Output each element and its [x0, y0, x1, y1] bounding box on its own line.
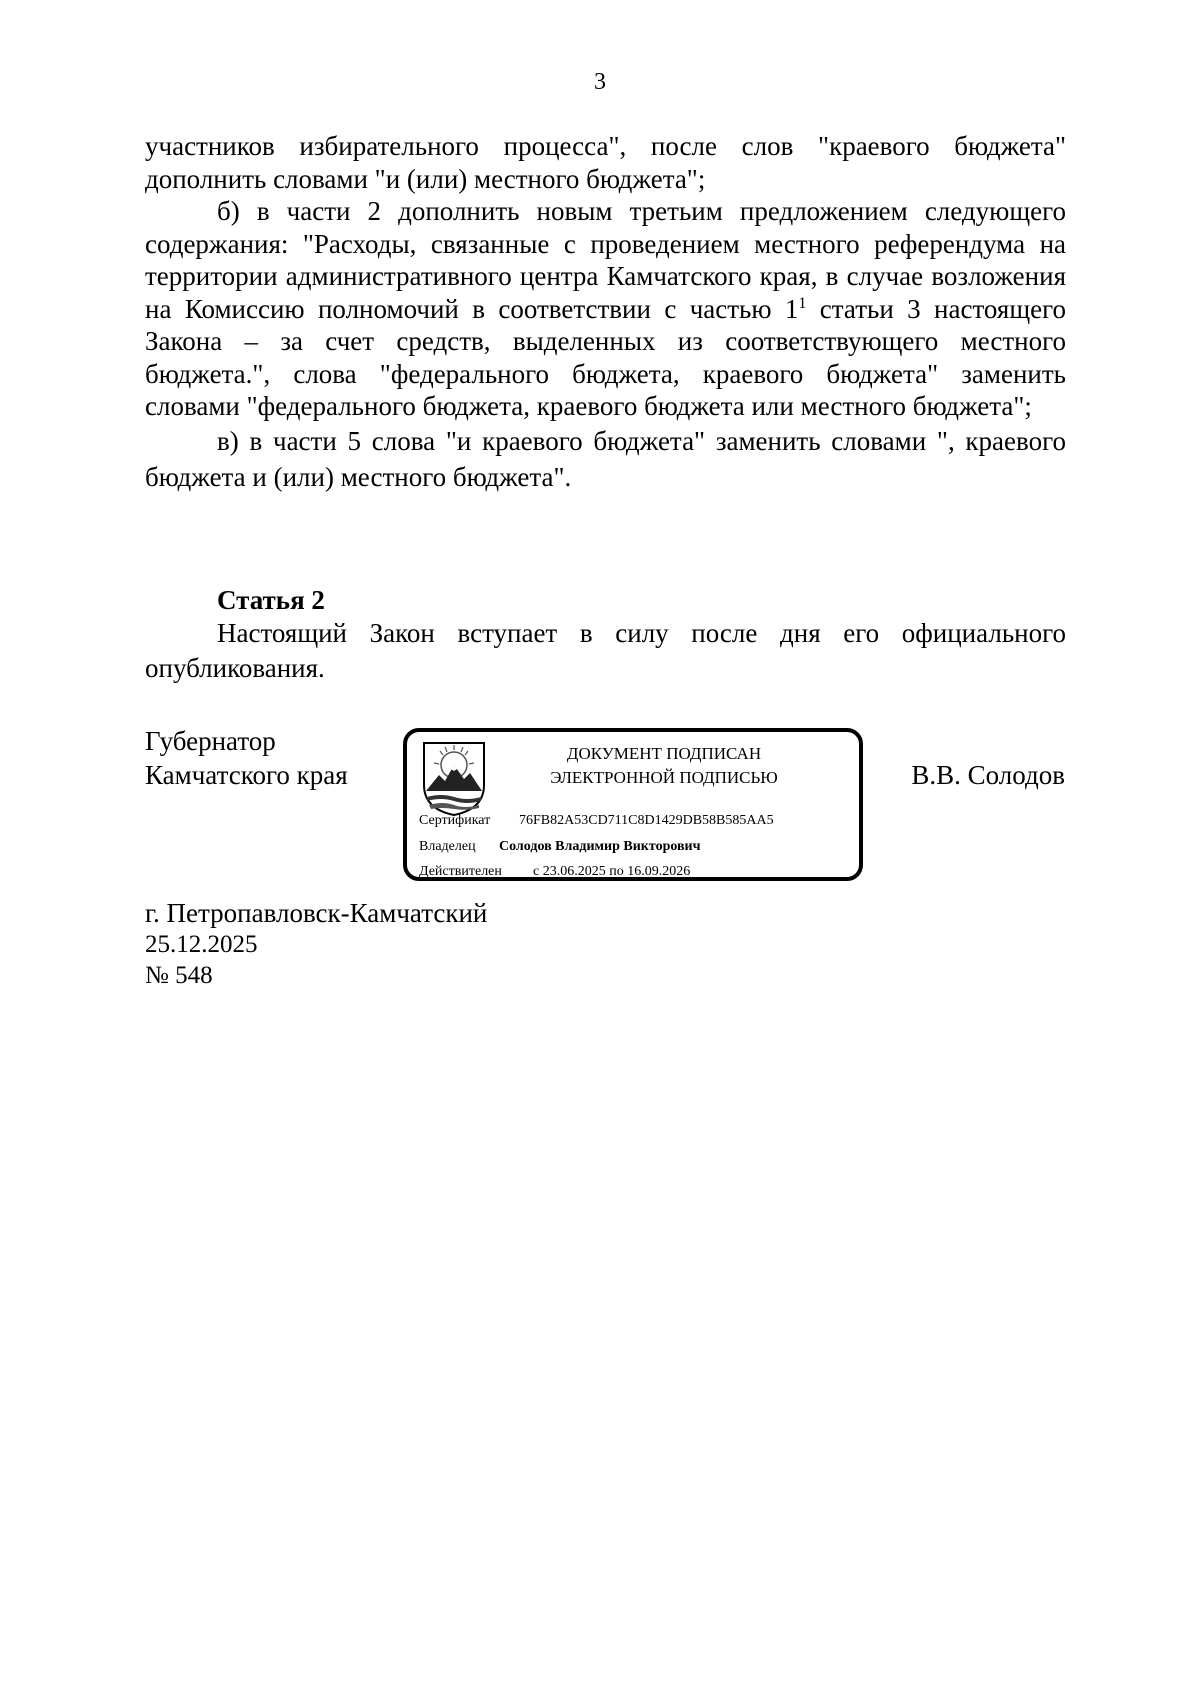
paragraph-b-text-start: б) в части 2 дополнить новым третьим предложением следующего содержания: "Расходы, связанные с проведением местного референдума на территории административного центра Камчатского края, в случае возложения на Комиссию полномочий в соответствии с частью 1 — [145, 196, 1066, 324]
signer-position — [145, 724, 348, 792]
paragraph-v: в) в части 5 слова "и краевого бюджета" заменить словами ", краевого бюджета и (или) местного бюджета". — [145, 425, 1066, 492]
stamp-title-line1: ДОКУМЕНТ ПОДПИСАН — [566, 744, 762, 763]
stamp-owner-row — [419, 838, 701, 856]
owner-value: Солодов Владимир Викторович — [499, 839, 701, 854]
kamchatka-emblem-icon — [421, 739, 487, 817]
signer-position-line1: Губернатор — [145, 726, 276, 756]
electronic-signature-stamp — [403, 728, 863, 881]
stamp-validity-row — [419, 863, 690, 881]
document-number: № 548 — [145, 962, 213, 989]
article-text: Настоящий Закон вступает в силу после дня его официального опубликования. — [145, 618, 1066, 683]
owner-label: Владелец — [419, 839, 476, 854]
stamp-title-line2: ЭЛЕКТРОННОЙ ПОДПИСЬЮ — [550, 768, 778, 787]
valid-value: с 23.06.2025 по 16.09.2026 — [533, 864, 691, 879]
article-heading: Статья 2 — [217, 585, 325, 615]
certificate-label: Сертификат — [419, 813, 491, 828]
place-and-date — [145, 898, 487, 991]
superscript: 1 — [798, 294, 807, 312]
stamp-title — [499, 742, 829, 790]
signer-name: В.В. Солодов — [911, 760, 1065, 790]
paragraph-continuation: участников избирательного процесса", после слов "краевого бюджета" дополнить словами "и (или) местного бюджета"; — [145, 131, 1066, 194]
page-number: 3 — [594, 69, 606, 95]
article-body — [145, 616, 1066, 686]
paragraph-b — [145, 195, 1066, 423]
city: г. Петропавловск-Камчатский — [145, 898, 488, 928]
document-body — [145, 130, 1066, 495]
paragraph-b-text-end: статьи 3 настоящего Закона – за счет средств, выделенных из соответствующего местного бюджета.", слова "федерального бюджета, краевого бюджета" заменить словами "федерального бюджета, краевого бюджета или местного бюджета"; — [145, 293, 1066, 421]
stamp-certificate-row — [419, 812, 774, 830]
valid-label: Действителен — [419, 864, 502, 879]
certificate-value: 76FB82A53CD711C8D1429DB58B585AA5 — [519, 813, 774, 828]
signer-position-line2: Камчатского края — [145, 760, 348, 790]
document-date: 25.12.2025 — [145, 931, 258, 958]
